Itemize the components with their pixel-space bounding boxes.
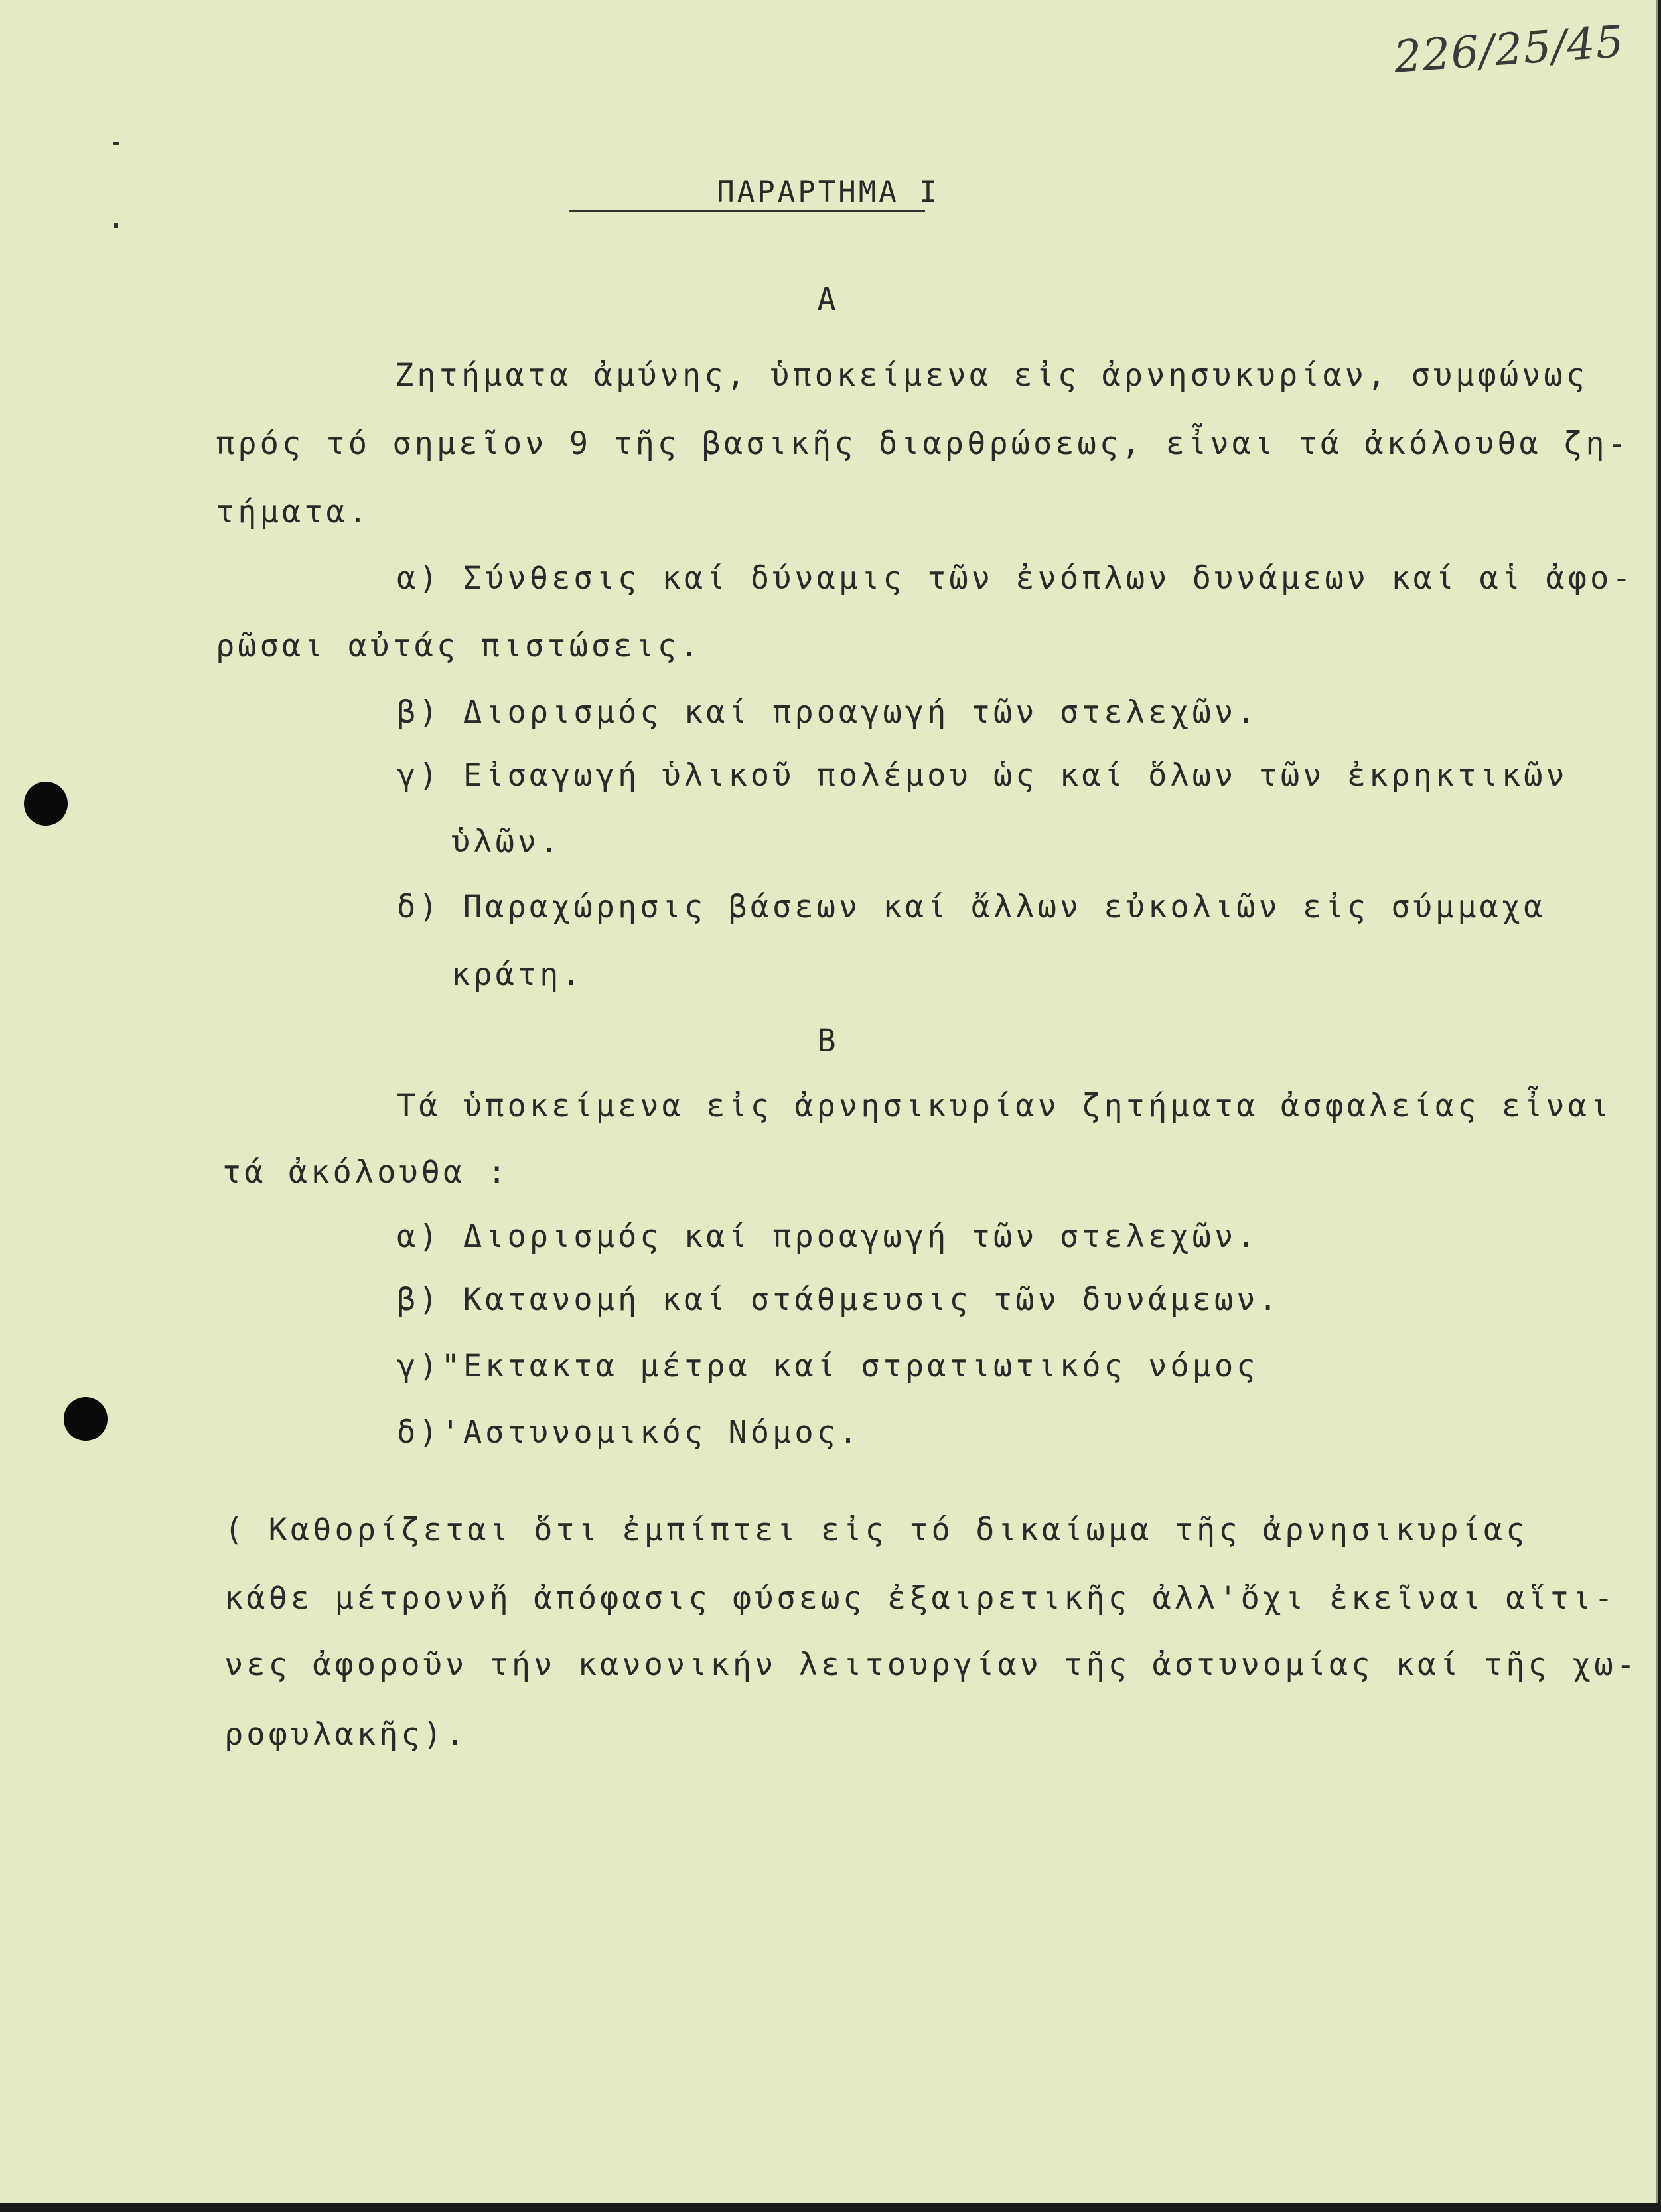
note-line: ροφυλακῆς). <box>224 1716 468 1753</box>
section-b-item: δ)'Αστυνομικός Νόμος. <box>397 1414 861 1451</box>
note-line: νες ἀφοροῦν τήν κανονικήν λειτουργίαν τῆς ἀστυνομίας καί τῆς χω- <box>224 1647 1638 1683</box>
section-a-item-continuation: ὑλῶν. <box>451 824 562 860</box>
title-underline <box>569 210 925 212</box>
section-b-intro-line: τά ἀκόλουθα : <box>222 1154 510 1191</box>
section-a-item: α) Σύνθεσις καί δύναμις τῶν ἐνόπλων δυνάμεων καί αἱ ἀφο- <box>397 560 1634 597</box>
section-b-item: β) Κατανομή καί στάθμευσις τῶν δυνάμεων. <box>397 1282 1281 1318</box>
punch-hole <box>24 782 68 826</box>
section-b-item: γ)"Εκτακτα μέτρα καί στρατιωτικός νόμος <box>397 1348 1259 1384</box>
punch-hole <box>64 1397 108 1441</box>
section-a-item: δ) Παραχώρησις βάσεων καί ἄλλων εὐκολιῶν εἰς σύμμαχα <box>397 889 1546 925</box>
section-a-item: γ) Εἰσαγωγή ὑλικοῦ πολέμου ὡς καί ὅλων τῶν ἐκρηκτικῶν <box>397 757 1568 794</box>
section-a-intro-line: Ζητήματα ἀμύνης, ὑποκείμενα εἰς ἀρνησυκυρίαν, συμφώνως <box>395 357 1589 394</box>
section-a-item-continuation: κράτη. <box>451 956 584 993</box>
note-line: ( Καθορίζεται ὅτι ἐμπίπτει εἰς τό δικαίωμα τῆς ἀρνησικυρίας <box>224 1512 1528 1548</box>
section-a-intro-line: τήματα. <box>216 494 371 530</box>
archive-reference-number: 226/25/45 <box>1392 15 1626 83</box>
section-a-intro-line: πρός τό σημεῖον 9 τῆς βασικῆς διαρθρώσεως, εἶναι τά ἀκόλουθα ζη- <box>216 425 1630 462</box>
section-a-heading: Α <box>817 281 839 318</box>
section-b-intro-line: Τά ὑποκείμενα εἰς ἀρνησικυρίαν ζητήματα ἀσφαλείας εἶναι <box>397 1088 1613 1124</box>
section-a-item: β) Διορισμός καί προαγωγή τῶν στελεχῶν. <box>397 694 1259 731</box>
punch-mark <box>113 142 119 145</box>
section-b-item: α) Διορισμός καί προαγωγή τῶν στελεχῶν. <box>397 1218 1259 1255</box>
note-line: κάθε μέτροννἤ ἀπόφασις φύσεως ἐξαιρετικῆς ἀλλ'ὄχι ἐκεῖναι αἵτι- <box>224 1580 1617 1617</box>
punch-mark <box>114 223 118 228</box>
section-a-item-continuation: ρῶσαι αὐτάς πιστώσεις. <box>216 628 702 664</box>
section-b-heading: Β <box>817 1023 839 1059</box>
page-title: ΠΑΡΑΡΤΗΜΑ Ι <box>717 175 940 209</box>
